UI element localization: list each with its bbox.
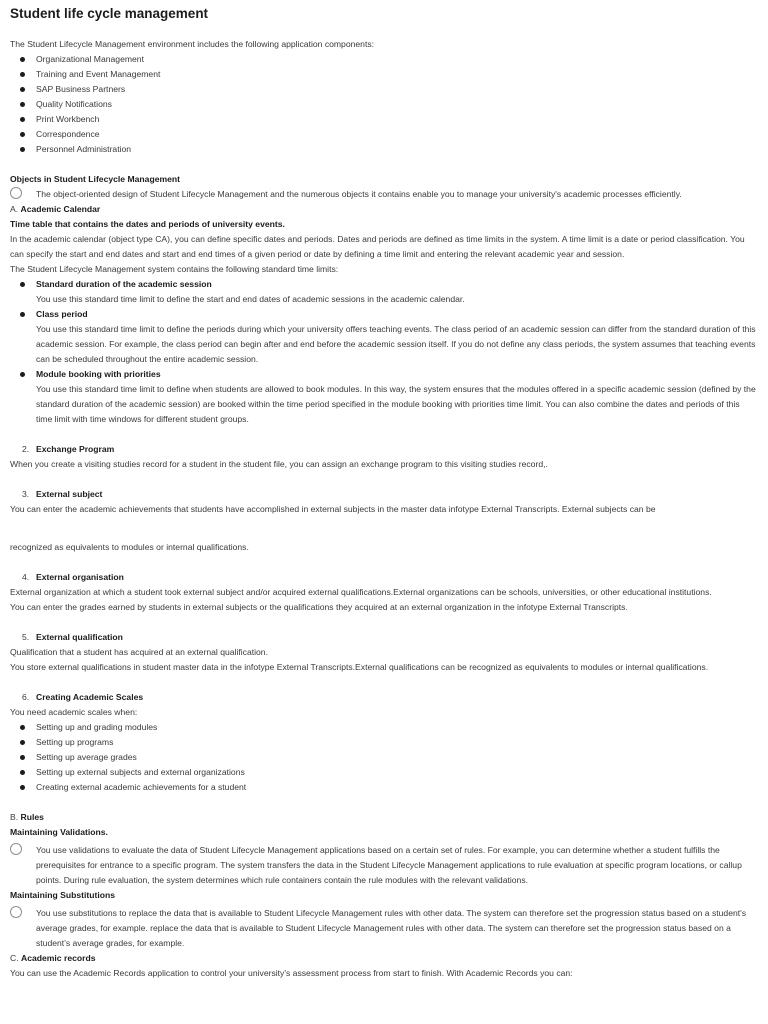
scales-list — [10, 720, 758, 795]
page-title: Student life cycle management — [10, 6, 209, 21]
substitutions-text: You use substitutions to replace the data that is available to Student Lifecycle Management rules with other data. The system can therefore set the progression status based on a student's average grades, for example. replace the data that is available to Student Lifecycle Management rules with other data. The system can therefore set the progression status based on a student's average grades, for example. — [36, 908, 747, 948]
rules-heading — [10, 810, 758, 825]
checkbox-icon[interactable] — [10, 843, 22, 855]
list-item-title: Standard duration of the academic session — [36, 279, 212, 289]
section-prefix: B. — [10, 812, 19, 822]
section-3-text: You can enter the academic achievements that students have accomplished in external subjects in the master data infotype External Transcripts. External subjects can be — [10, 504, 656, 514]
components-list — [10, 52, 758, 157]
section-6-text: You need academic scales when: — [10, 707, 138, 717]
list-item — [10, 277, 758, 292]
substitutions-title: Maintaining Substitutions — [10, 890, 116, 900]
section-4-text: External organization at which a student took external subject and/or acquired external qualifications.External organizations can be schools, universities, or other educational institutions. — [10, 587, 712, 597]
section-prefix: A. — [10, 204, 19, 214]
list-item: Print Workbench — [10, 112, 758, 127]
section-3-text-continued: recognized as equivalents to modules or internal qualifications. — [10, 542, 249, 552]
list-item-text: You use this standard time limit to define the periods during which your university offers teaching events. The class period of an academic session can differ from the standard duration of this academic session. For example, the class period can begin after and end before the academic session itself. If you do not define any class periods, the system assumes that teaching events can be scheduled throughout the entire academic session. — [36, 324, 756, 364]
list-item-text: You use this standard time limit to define when students are allowed to book modules. In this way, the system ensures that the modules offered in a specific academic session (defined by the standard duration of the academic session) are booked within the time period specified in the module booking with priorities time limit. You can also combine the dates and periods of this time limit with time windows for different student groups. — [36, 384, 756, 424]
records-heading — [10, 951, 758, 966]
section-title: Academic records — [20, 953, 96, 963]
section-3-heading: 3. External subject — [22, 489, 103, 499]
section-2-text: When you create a visiting studies record for a student in the student file, you can assign an exchange program to this visiting studies record,. — [10, 459, 548, 469]
time-limits-list — [10, 277, 758, 427]
calendar-paragraph: In the academic calendar (object type CA), you can define specific dates and periods. Dates and periods are defined as time limits in the system. A time limit is a date or period classification. You can specify the start and end dates and start and end times of a given period or date by defining a time limit and entering the relevant academic year and session. — [10, 234, 745, 259]
validations-text: You use validations to evaluate the data of Student Lifecycle Management applications based on a certain set of rules. For example, you can determine whether a student fulfills the prerequisites for entrance to a specific program. The system transfers the data in the Student Lifecycle Management applications to rule evaluation at specific program locations, or callup points. During rule evaluation, the system determines which rule containers contain the rule modules with the relevant validations. — [36, 845, 742, 885]
list-item: Training and Event Management — [10, 67, 758, 82]
list-item — [10, 367, 758, 382]
list-item-title: Module booking with priorities — [36, 369, 161, 379]
calendar-subtitle: Time table that contains the dates and periods of university events. — [10, 219, 285, 229]
list-item: Organizational Management — [10, 52, 758, 67]
list-item — [10, 307, 758, 322]
section-5-text-2: You store external qualifications in student master data in the infotype External Transcripts.External qualifications can be recognized as equivalents to modules or internal qualifications. — [10, 662, 709, 672]
checkbox-icon[interactable] — [10, 906, 22, 918]
objects-checkbox-text: The object-oriented design of Student Lifecycle Management and the numerous objects it contains enable you to manage your university's academic processes efficiently. — [36, 189, 682, 199]
validations-title: Maintaining Validations. — [10, 827, 108, 837]
section-6-heading: 6. Creating Academic Scales — [22, 692, 144, 702]
section-2-heading: 2. Exchange Program — [22, 444, 115, 454]
section-4-text-2: You can enter the grades earned by students in external subjects or the qualifications they acquired at an external organization in the infotype External Transcripts. — [10, 602, 628, 612]
section-4-heading: 4. External organisation — [22, 572, 124, 582]
section-title: Rules — [20, 812, 44, 822]
list-item: Setting up programs — [10, 735, 758, 750]
objects-heading: Objects in Student Lifecycle Management — [10, 174, 181, 184]
list-item-title: Class period — [36, 309, 88, 319]
objects-checkbox-row — [10, 187, 758, 202]
list-item: Setting up average grades — [10, 750, 758, 765]
list-item: Creating external academic achievements for a student — [10, 780, 758, 795]
time-limits-intro: The Student Lifecycle Management system contains the following standard time limits: — [10, 264, 339, 274]
list-item: Setting up and grading modules — [10, 720, 758, 735]
section-5-heading: 5. External qualification — [22, 632, 123, 642]
validations-checkbox-row — [10, 840, 758, 888]
checkbox-icon[interactable] — [10, 187, 22, 199]
academic-calendar-heading — [10, 202, 758, 217]
section-prefix: C. — [10, 953, 19, 963]
section-title: Academic Calendar — [20, 204, 101, 214]
section-5-text: Qualification that a student has acquired at an external qualification. — [10, 647, 268, 657]
records-text: You can use the Academic Records application to control your university's assessment process from start to finish. With Academic Records you can: — [10, 968, 573, 978]
list-item-text: You use this standard time limit to define the start and end dates of academic sessions in the academic calendar. — [36, 294, 465, 304]
list-item: Quality Notifications — [10, 97, 758, 112]
list-item: Personnel Administration — [10, 142, 758, 157]
list-item: SAP Business Partners — [10, 82, 758, 97]
intro-text: The Student Lifecycle Management environment includes the following application components: — [10, 39, 375, 49]
list-item: Correspondence — [10, 127, 758, 142]
list-item: Setting up external subjects and external organizations — [10, 765, 758, 780]
substitutions-checkbox-row — [10, 903, 758, 951]
